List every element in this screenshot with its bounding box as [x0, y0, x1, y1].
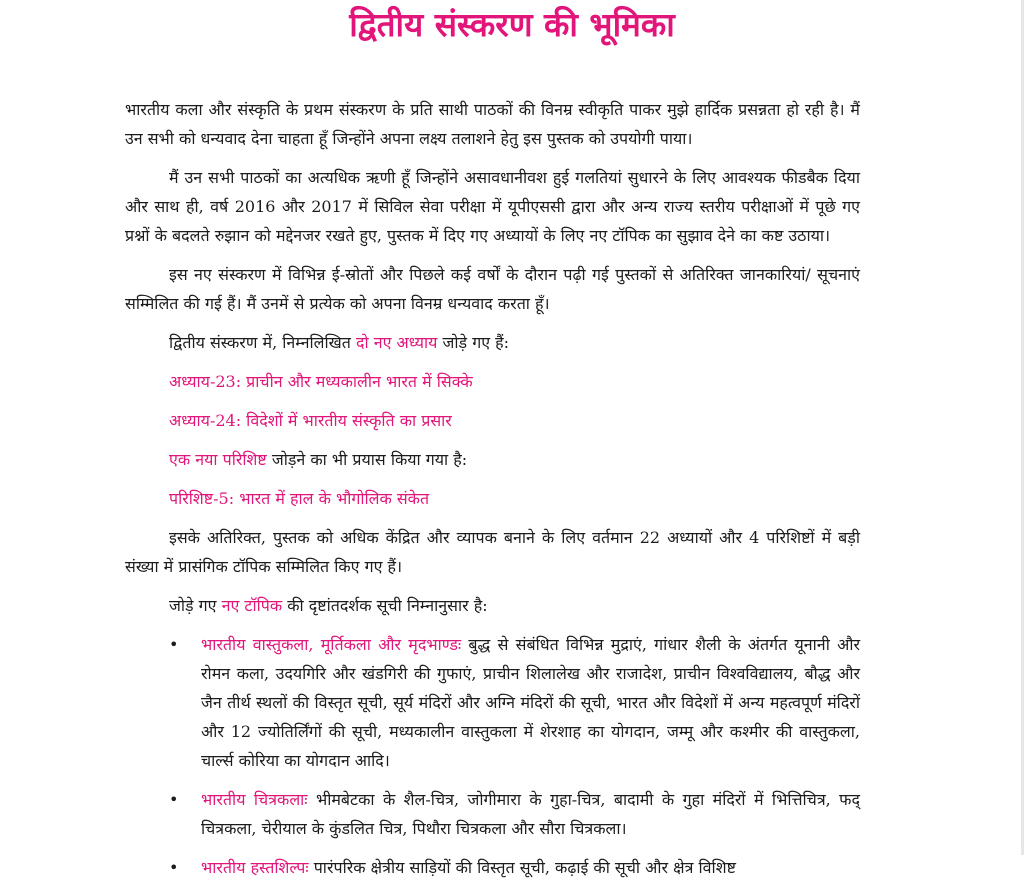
- paragraph-new-appendix: [125, 445, 860, 474]
- bullet-icon: •: [169, 858, 179, 877]
- list-item: [125, 630, 860, 775]
- text-segment: द्वितीय संस्करण में, निम्नलिखित: [169, 333, 356, 352]
- list-item: [125, 853, 860, 882]
- list-item-text: पारंपरिक क्षेत्रीय साड़ियों की विस्तृत सूची, कढ़ाई की सूची और क्षेत्र विशिष्ट: [308, 858, 736, 877]
- list-item-heading: भारतीय वास्तुकला, मूर्तिकला और मृदभाण्डः: [201, 635, 462, 654]
- bullet-icon: •: [169, 790, 179, 809]
- topic-list: [125, 630, 860, 882]
- text-segment: जोड़े गए: [169, 596, 222, 615]
- list-item-heading: भारतीय हस्तशिल्पः: [201, 858, 309, 877]
- highlight-new-topics: नए टॉपिक: [221, 596, 283, 615]
- paragraph-topic-list-intro: [125, 591, 860, 620]
- chapter-24-heading: अध्याय-24: विदेशों में भारतीय संस्कृति का प्रसार: [169, 411, 452, 430]
- paragraph-new-chapters: [125, 328, 860, 357]
- bullet-icon: •: [169, 635, 179, 654]
- appendix-5-heading: परिशिष्ट-5: भारत में हाल के भौगोलिक संकेत: [169, 489, 430, 508]
- paragraph-additional-topics: इसके अतिरिक्त, पुस्तक को अधिक केंद्रित और व्यापक बनाने के लिए वर्तमान 22 अध्यायों और 4 परिशिष्टों में बड़ी संख्या में प्रासंगिक टॉपिक सम्मिलित किए गए हैं।: [125, 528, 860, 576]
- highlight-new-appendix: एक नया परिशिष्ट: [169, 450, 267, 469]
- list-item-text: भीमबेटका के शैल-चित्र, जोगीमारा के गुहा-चित्र, बादामी के गुहा मंदिरों में भित्तिचित्र, फद् चित्रकला, चेरीयाल के कुंडलित चित्र, पिथौरा चित्रकला और सौरा चित्रकला।: [201, 790, 860, 838]
- list-item: [125, 785, 860, 843]
- paragraph-feedback: मैं उन सभी पाठकों का अत्यधिक ऋणी हूँ जिन्होंने असावधानीवश हुई गलतियां सुधारने के लिए आवश्यक फीडबैक दिया और साथ ही, वर्ष 2016 और 2017 में सिविल सेवा परीक्षा में यूपीएससी द्वारा और अन्य राज्य स्तरीय परीक्षाओं में पूछे गए प्रश्नों के बदलते रुझान को मद्देनजर रखते हुए, पुस्तक में दिए गए अध्यायों के लिए नए टॉपिक का सुझाव देने का कष्ट उठाया।: [125, 168, 860, 245]
- paragraph-new-edition: इस नए संस्करण में विभिन्न ई-स्रोतों और पिछले कई वर्षों के दौरान पढ़ी गई पुस्तकों से अतिरिक्त जानकारियां/ सूचनाएं सम्मिलित की गई हैं। मैं उनमें से प्रत्येक को अपना विनम्र धन्यवाद करता हूँ।: [125, 265, 860, 313]
- list-item-text: बुद्ध से संबंधित विभिन्न मुद्राएं, गांधार शैली के अंतर्गत यूनानी और रोमन कला, उदयगिरि और खंडगिरी की गुफाएं, प्राचीन शिलालेख और राजादेश, प्राचीन विश्वविद्यालय, बौद्ध और जैन तीर्थ स्थलों की विस्तृत सूची, सूर्य मंदिरों और अग्नि मंदिरों की सूची, भारत और विदेशों में अन्य महत्वपूर्ण मंदिरों और 12 ज्योतिर्लिंगों की सूची, मध्यकालीन वास्तुकला में शेरशाह का योगदान, जम्मू और कश्मीर की वास्तुकला, चार्ल्स कोरिया का योगदान आदि।: [201, 635, 861, 770]
- chapter-23-heading: अध्याय-23: प्राचीन और मध्यकालीन भारत में सिक्के: [169, 372, 473, 391]
- document-body: [125, 95, 860, 892]
- page-title: द्वितीय संस्करण की भूमिका: [349, 5, 675, 44]
- list-item-heading: भारतीय चित्रकलाः: [201, 790, 308, 809]
- text-segment: जोड़े गए हैं:: [437, 333, 510, 352]
- text-segment: जोड़ने का भी प्रयास किया गया है:: [266, 450, 468, 469]
- highlight-new-chapters: दो नए अध्याय: [355, 333, 438, 352]
- text-segment: की दृष्टांतदर्शक सूची निम्नानुसार है:: [282, 596, 488, 615]
- paragraph-acknowledgement: भारतीय कला और संस्कृति के प्रथम संस्करण के प्रति साथी पाठकों की विनम्र स्वीकृति पाकर मुझे हार्दिक प्रसन्नता हो रही है। मैं उन सभी को धन्यवाद देना चाहता हूँ जिन्होंने अपना लक्ष्य तलाशने हेतु इस पुस्तक को उपयोगी पाया।: [125, 100, 860, 148]
